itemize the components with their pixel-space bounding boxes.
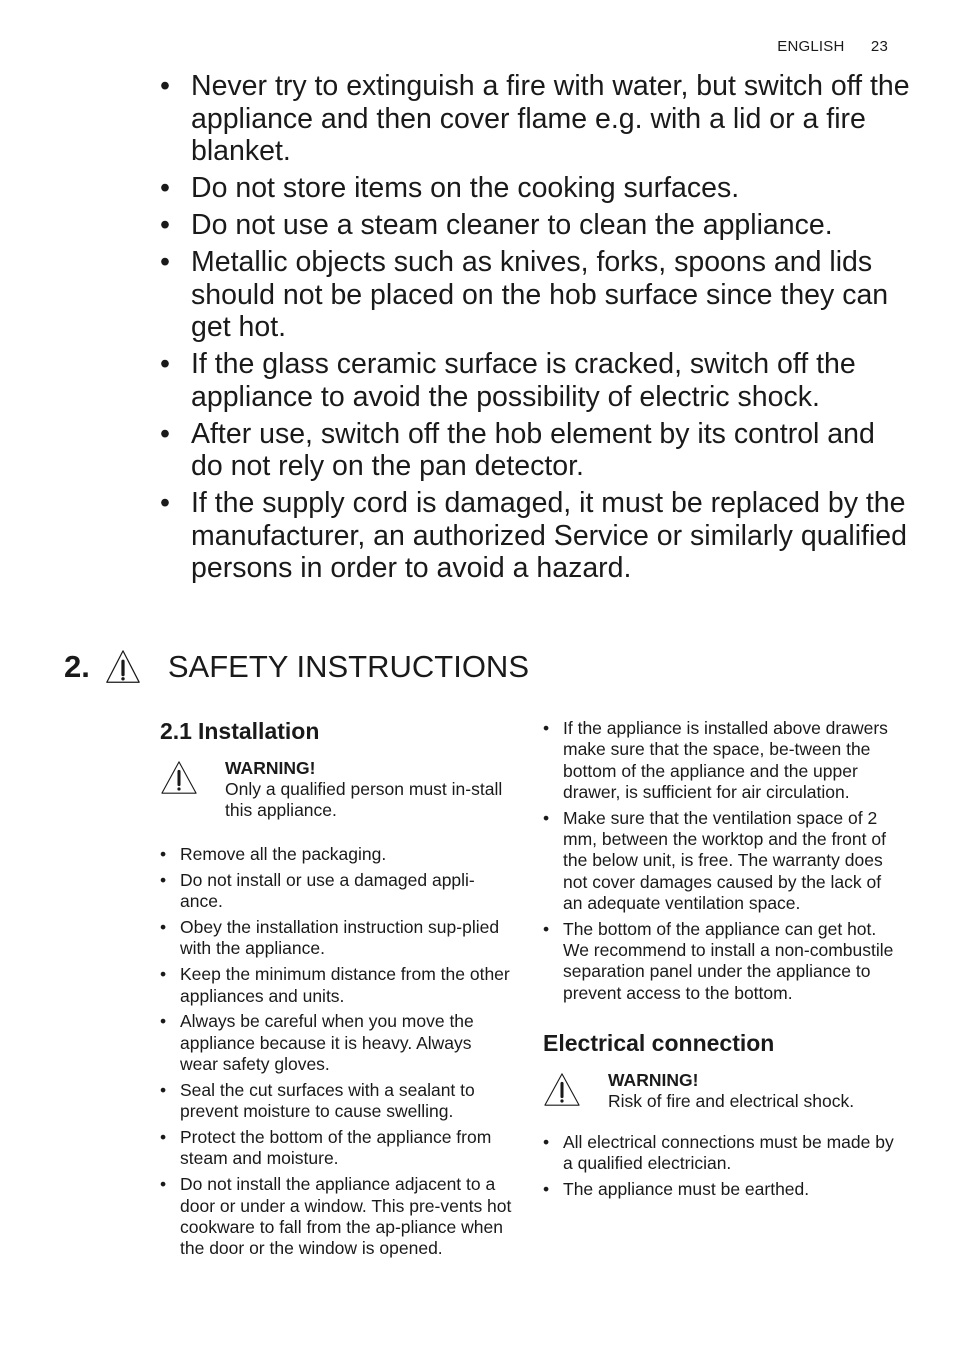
- bullet-icon: •: [160, 417, 170, 450]
- list-item: • The appliance must be earthed.: [543, 1179, 810, 1200]
- bullet-icon: •: [160, 172, 170, 204]
- list-item: • Make sure that the ventilation space of 2 mm, between the worktop and the front of the below unit, is free. The warranty does not cover damages caused by the lack of an adequate ventilation space.: [543, 807, 886, 913]
- section-heading: [64, 648, 529, 686]
- installation-bullet-list-continued: [543, 718, 895, 1004]
- bullet-icon: •: [543, 1132, 550, 1153]
- warning-triangle-icon: [160, 760, 198, 796]
- list-item: • Remove all the packaging.: [160, 844, 387, 864]
- installation-column: [160, 716, 512, 1264]
- list-item: • All electrical connections must be made by a qualified electrician.: [543, 1132, 894, 1174]
- bullet-icon: •: [160, 70, 170, 102]
- warning-triangle-icon: [543, 1072, 581, 1108]
- bullet-icon: •: [160, 869, 167, 890]
- list-item: • The bottom of the appliance can get hot. We recommend to install a non-combustile separation panel under the appliance to prevent access to the bottom.: [543, 918, 894, 1003]
- bullet-icon: •: [160, 1011, 167, 1032]
- bullet-icon: •: [160, 246, 170, 278]
- bullet-icon: •: [543, 918, 550, 939]
- list-item: • Do not install or use a damaged appli-ance.: [160, 869, 475, 912]
- warning-message: Risk of fire and electrical shock.: [608, 1091, 855, 1112]
- bullet-icon: •: [160, 964, 167, 985]
- warning-message: Only a qualified person must in-stall this appliance.: [225, 779, 503, 820]
- bullet-icon: •: [543, 1179, 550, 1200]
- intro-bullet-list: [160, 70, 910, 589]
- bullet-icon: •: [160, 487, 170, 519]
- electrical-warning: [543, 1070, 895, 1132]
- list-item: • Do not use a steam cleaner to clean the appliance.: [160, 209, 833, 241]
- page-header: [777, 38, 888, 55]
- list-item: • Do not install the appliance adjacent to a door or under a window. This pre-vents hot cookware to fall from the ap-pliance when the door or the window is opened.: [160, 1174, 512, 1259]
- warning-triangle-icon: [104, 648, 142, 686]
- language-label: ENGLISH: [777, 38, 845, 55]
- list-item: • If the appliance is installed above drawers make sure that the space, be-tween the bottom of the appliance and the upper drawer, is sufficient for air circulation.: [543, 718, 888, 802]
- installation-bullet-list: [160, 844, 512, 1260]
- list-item: • Metallic objects such as knives, forks, spoons and lids should not be placed on the hob surface since they can get hot.: [160, 246, 889, 343]
- bullet-icon: •: [160, 1079, 167, 1100]
- warning-text-block: [608, 1070, 898, 1112]
- list-item: • If the glass ceramic surface is cracked, switch off the appliance to avoid the possibility of electric shock.: [160, 348, 856, 413]
- section-number: 2.: [64, 649, 90, 684]
- bullet-icon: •: [543, 807, 550, 828]
- list-item: • Keep the minimum distance from the other appliances and units.: [160, 964, 510, 1006]
- bullet-icon: •: [160, 917, 167, 938]
- list-item: • After use, switch off the hob element by its control and do not rely on the pan detector.: [160, 417, 875, 482]
- bullet-icon: •: [543, 718, 550, 738]
- subsection-title: Installation: [197, 718, 320, 744]
- right-column: [543, 718, 895, 1205]
- bullet-icon: •: [160, 348, 170, 380]
- bullet-icon: •: [160, 1174, 167, 1195]
- electrical-connection-heading: Electrical connection: [543, 1030, 775, 1057]
- list-item: • Do not store items on the cooking surfaces.: [160, 172, 740, 204]
- list-item: • Never try to extinguish a fire with water, but switch off the appliance and then cover flame e.g. with a lid or a fire blanket.: [160, 70, 910, 167]
- list-item: • Protect the bottom of the appliance from steam and moisture.: [160, 1127, 492, 1169]
- bullet-icon: •: [160, 844, 167, 864]
- list-item: • If the supply cord is damaged, it must be replaced by the manufacturer, an authorized Service or similarly qualified persons in order to avoid a hazard.: [160, 487, 908, 584]
- installation-heading: [160, 716, 512, 746]
- subsection-number: 2.1: [160, 718, 192, 744]
- list-item: • Seal the cut surfaces with a sealant to prevent moisture to cause swelling.: [160, 1079, 475, 1122]
- list-item: • Always be careful when you move the appliance because it is heavy. Always wear safety gloves.: [160, 1011, 474, 1075]
- section-title: SAFETY INSTRUCTIONS: [167, 649, 529, 684]
- bullet-icon: •: [160, 1127, 167, 1148]
- installation-warning: [160, 758, 512, 832]
- bullet-icon: •: [160, 209, 170, 241]
- page-number: 23: [870, 38, 888, 55]
- list-item: • Obey the installation instruction sup-plied with the appliance.: [160, 917, 500, 959]
- electrical-bullet-list: [543, 1132, 895, 1200]
- warning-title: WARNING!: [225, 758, 316, 778]
- warning-title: WARNING!: [608, 1070, 699, 1091]
- warning-text-block: [225, 758, 515, 821]
